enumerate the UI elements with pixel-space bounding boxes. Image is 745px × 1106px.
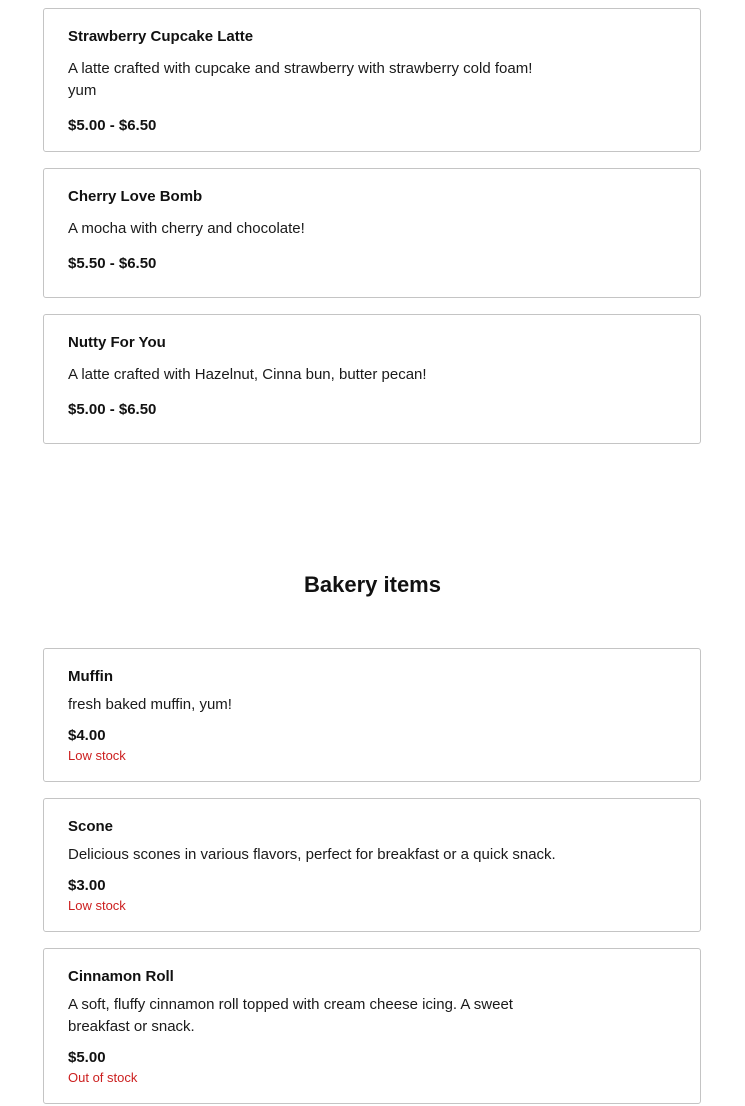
menu-item-card xyxy=(43,314,701,444)
bakery-item-description: A soft, fluffy cinnamon roll topped with cream cheese icing. A sweet breakfast or snack. xyxy=(68,996,513,1035)
menu-item-card xyxy=(43,168,701,298)
section-title-bakery: Bakery items xyxy=(304,572,441,597)
menu-item-price: $5.00 - $6.50 xyxy=(68,401,157,418)
bakery-item-price: $4.00 xyxy=(68,727,106,744)
bakery-item-price: $5.00 xyxy=(68,1049,106,1066)
stock-status: Low stock xyxy=(68,898,126,913)
bakery-item-price: $3.00 xyxy=(68,877,106,894)
bakery-item-card xyxy=(43,648,701,782)
bakery-item-description: Delicious scones in various flavors, perfect for breakfast or a quick snack. xyxy=(68,846,556,863)
menu-item-name: Cherry Love Bomb xyxy=(68,188,203,205)
bakery-item-card xyxy=(43,948,701,1104)
bakery-item-name: Cinnamon Roll xyxy=(68,968,174,985)
menu-item-description: A mocha with cherry and chocolate! xyxy=(68,220,305,237)
menu-item-description: A latte crafted with Hazelnut, Cinna bun, butter pecan! xyxy=(68,366,427,383)
menu-item-price: $5.00 - $6.50 xyxy=(68,117,157,134)
bakery-item-name: Scone xyxy=(68,818,114,835)
menu-item-description: A latte crafted with cupcake and strawberry with strawberry cold foam! yum xyxy=(68,60,533,99)
menu-item-card xyxy=(43,8,701,152)
menu-item-name: Strawberry Cupcake Latte xyxy=(68,28,254,45)
bakery-item-card xyxy=(43,798,701,932)
menu-item-name: Nutty For You xyxy=(68,334,166,351)
bakery-item-name: Muffin xyxy=(68,668,113,685)
stock-status: Out of stock xyxy=(68,1070,138,1085)
menu-item-price: $5.50 - $6.50 xyxy=(68,255,157,272)
bakery-item-description: fresh baked muffin, yum! xyxy=(68,696,232,713)
stock-status: Low stock xyxy=(68,748,126,763)
